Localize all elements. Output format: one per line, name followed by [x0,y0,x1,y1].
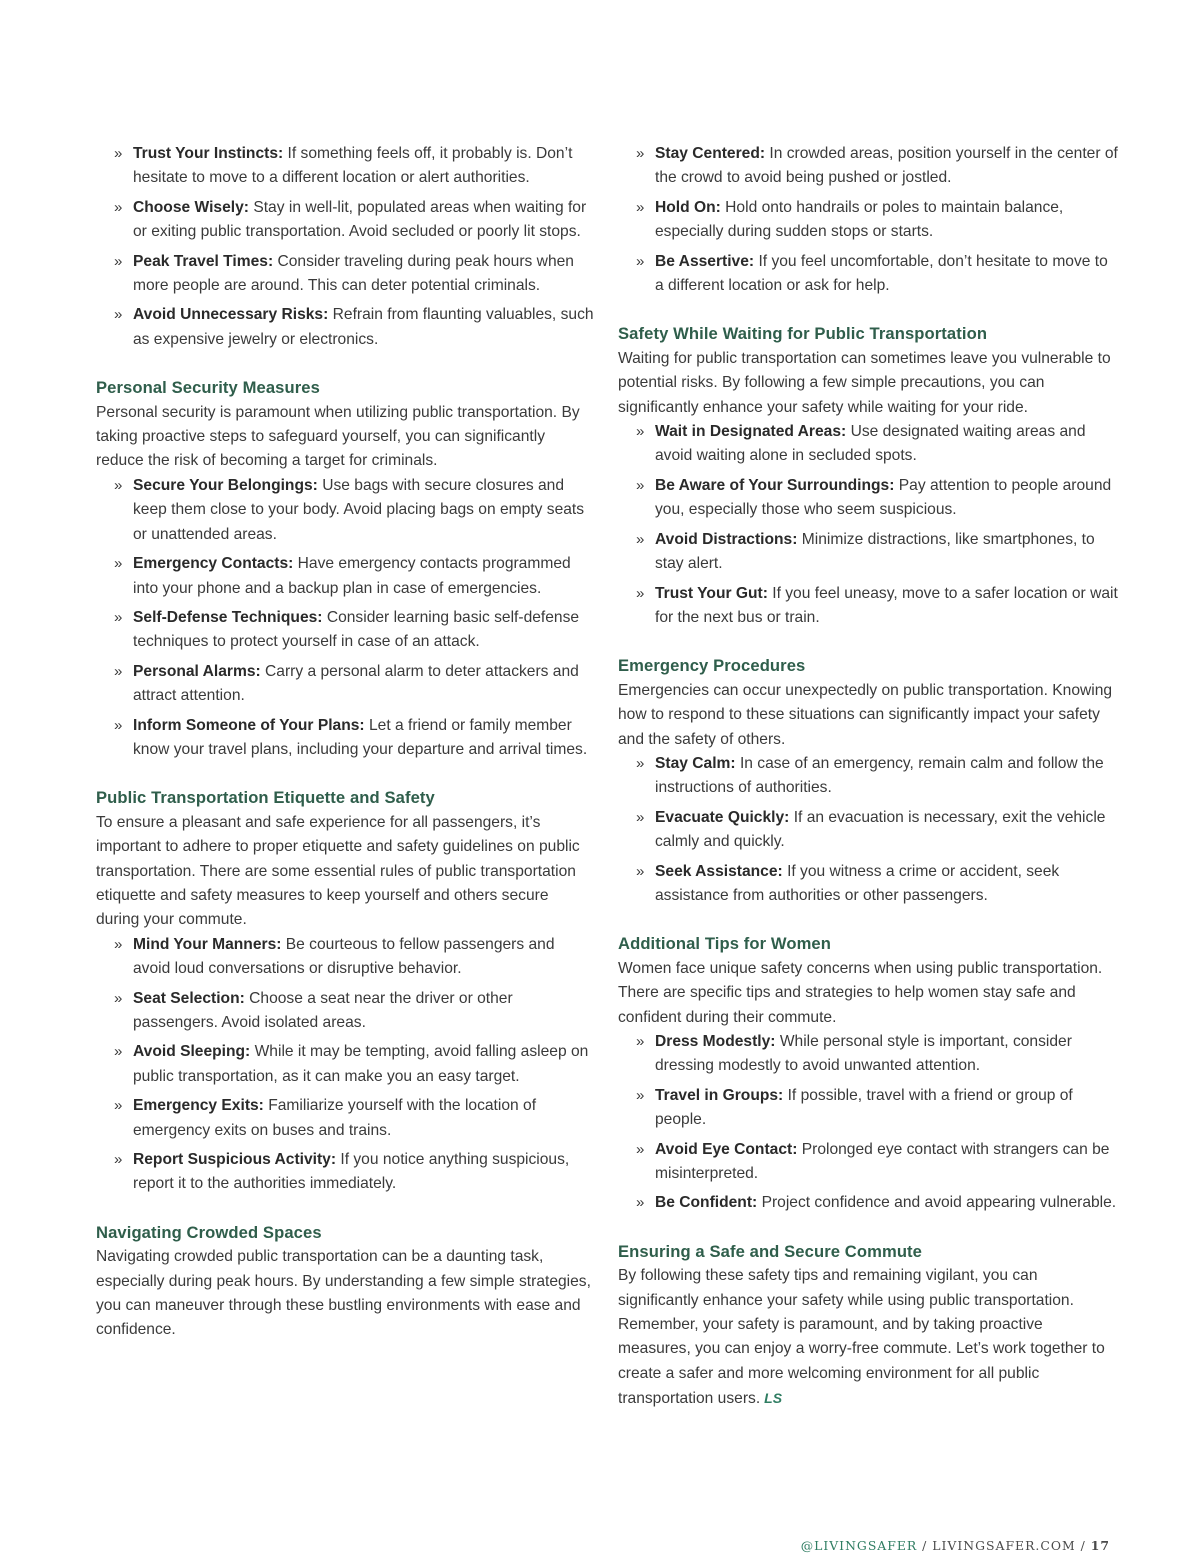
section-heading: Emergency Procedures [618,656,806,676]
bullet-list [96,142,596,352]
item-title: Trust Your Gut: [655,584,768,602]
section-intro [96,811,596,933]
bullet-chevron-icon: » [114,662,123,680]
item-title: Stay Centered: [655,145,766,162]
list-item [618,1191,1118,1215]
item-text: While it may be tempting, avoid falling asleep on public transportation, as it can make you an easy target. [133,1043,589,1085]
bullet-chevron-icon: » [114,1097,123,1115]
footer-handle: @LIVINGSAFER [800,1538,918,1553]
bullet-chevron-icon: » [114,989,123,1007]
item-title: Inform Someone of Your Plans: [133,716,365,734]
bullet-chevron-icon: » [114,935,123,953]
section-intro-text: By following these safety tips and remaining vigilant, you can significantly enhance your safety while using public transportation. Remember, your safety is paramount, and by taking proactive measures, you can enjoy a worry-free commute. Let’s work together to create a safer and more welcoming environment for all public transportation users. [618,1267,1105,1408]
bullet-chevron-icon: » [636,530,645,548]
section-heading: Public Transportation Etiquette and Safety [96,788,435,808]
list-item [618,806,1118,855]
list-item [618,196,1118,245]
bullet-chevron-icon: » [636,1033,645,1050]
left-column [96,142,596,1367]
item-title: Be Assertive: [655,252,755,270]
list-item [96,1148,596,1197]
bullet-chevron-icon: » [114,198,123,216]
list-item [96,250,596,299]
section-ensuring-a-safe-and-secure-commute [618,1240,1118,1412]
footer-site: LIVINGSAFER.COM [932,1538,1076,1553]
bullet-list [618,142,1118,298]
item-text: If you notice anything suspicious, report it to the authorities immediately. [133,1151,570,1193]
item-text: Hold onto handrails or poles to maintain balance, especially during sudden stops or starts. [655,198,1064,241]
section-left_column-continued [96,142,596,352]
bullet-chevron-icon: » [636,862,645,880]
bullet-list [618,752,1118,908]
item-title: Report Suspicious Activity: [133,1151,337,1169]
item-title: Evacuate Quickly: [655,808,790,826]
item-title: Dress Modestly: [655,1033,776,1050]
item-text: Be courteous to fellow passengers and avoid loud conversations or disruptive behavior. [133,935,555,978]
list-item [96,660,596,709]
list-item [96,552,596,601]
list-item [618,528,1118,577]
section-intro [618,1264,1118,1411]
list-item [96,1040,596,1089]
list-item [618,860,1118,909]
item-text: If something feels off, it probably is. Don’t hesitate to move to a different location or alert authorities. [133,145,573,187]
bullet-chevron-icon: » [114,306,123,324]
section-public-transportation-etiquette-and-safety [96,786,596,1197]
list-item [96,474,596,547]
section-personal-security-measures [96,376,596,762]
list-item [96,303,596,352]
bullet-chevron-icon: » [636,423,645,441]
item-text: Familiarize yourself with the location of emergency exits on buses and trains. [133,1097,537,1139]
item-text: If an evacuation is necessary, exit the vehicle calmly and quickly. [655,808,1106,851]
item-text: Pay attention to people around you, especially those who seem suspicious. [655,476,1112,519]
item-title: Avoid Eye Contact: [655,1140,798,1158]
bullet-list [96,474,596,762]
list-item [618,420,1118,469]
item-title: Seat Selection: [133,989,245,1007]
section-navigating-crowded-spaces [96,1221,596,1343]
bullet-chevron-icon: » [636,1140,645,1158]
bullet-chevron-icon: » [114,608,123,626]
bullet-chevron-icon: » [636,754,645,772]
item-text: If you witness a crime or accident, seek assistance from authorities or other passengers. [655,862,1060,904]
item-title: Trust Your Instincts: [133,145,284,162]
bullet-chevron-icon: » [114,1043,123,1061]
item-title: Avoid Distractions: [655,530,798,548]
item-text: Minimize distractions, like smartphones, to stay alert. [655,530,1095,573]
item-text: Prolonged eye contact with strangers can be misinterpreted. [655,1140,1110,1183]
list-item [618,1030,1118,1079]
section-intro [618,679,1118,752]
item-title: Hold On: [655,198,721,216]
list-item [618,1138,1118,1187]
footer-separator: / [917,1538,933,1553]
bullet-chevron-icon: » [636,476,645,494]
bullet-chevron-icon: » [114,476,123,494]
bullet-chevron-icon: » [114,716,123,734]
section-right_column-continued [618,142,1118,298]
item-text: Stay in well-lit, populated areas when waiting for or exiting public transportation. Avoid secluded or poorly lit stops. [133,198,587,241]
section-intro [96,1245,596,1343]
section-intro-text: Personal security is paramount when utilizing public transportation. By taking proactive steps to safeguard yourself, you can significantly reduce the risk of becoming a target for criminals. [96,403,580,470]
bullet-chevron-icon: » [636,1194,645,1212]
item-title: Wait in Designated Areas: [655,423,847,441]
item-title: Be Aware of Your Surroundings: [655,476,895,494]
item-title: Seek Assistance: [655,862,783,880]
item-text: If you feel uncomfortable, don’t hesitate to move to a different location or ask for help. [655,252,1108,295]
section-heading: Personal Security Measures [96,378,320,398]
section-heading: Ensuring a Safe and Secure Commute [618,1241,923,1261]
section-additional-tips-for-women [618,932,1118,1215]
bullet-list [96,933,596,1197]
section-intro-text: Women face unique safety concerns when using public transportation. There are specific tips and strategies to help women stay safe and confident during their commute. [618,959,1103,1026]
item-text: Have emergency contacts programmed into your phone and a backup plan in case of emergencies. [133,555,571,597]
bullet-chevron-icon: » [636,808,645,826]
list-item [96,142,596,191]
end-mark-logo-icon: LS [764,1390,783,1407]
item-title: Personal Alarms: [133,662,261,680]
bullet-chevron-icon: » [114,145,123,162]
section-heading: Navigating Crowded Spaces [96,1222,322,1242]
bullet-chevron-icon: » [636,584,645,602]
bullet-chevron-icon: » [636,1086,645,1104]
list-item [618,582,1118,631]
bullet-chevron-icon: » [636,198,645,216]
item-title: Self-Defense Techniques: [133,608,323,626]
bullet-chevron-icon: » [114,1151,123,1169]
section-safety-while-waiting-for-public-transportation [618,322,1118,630]
bullet-chevron-icon: » [114,252,123,270]
item-text: Project confidence and avoid appearing vulnerable. [761,1194,1117,1212]
page-number: 17 [1090,1538,1110,1553]
page-footer [801,1538,1110,1553]
item-text: Use bags with secure closures and keep them close to your body. Avoid placing bags on empty seats or unattended areas. [133,476,585,543]
item-text: While personal style is important, consider dressing modestly to avoid unwanted attention. [655,1033,1072,1075]
list-item [96,196,596,245]
footer-separator: / [1075,1538,1091,1553]
item-title: Travel in Groups: [655,1086,784,1104]
section-intro-text: Waiting for public transportation can sometimes leave you vulnerable to potential risks. By following a few simple precautions, you can significantly enhance your safety while waiting for your ride. [618,349,1111,416]
item-text: Use designated waiting areas and avoid waiting alone in secluded spots. [655,423,1086,465]
item-text: Choose a seat near the driver or other passengers. Avoid isolated areas. [133,989,513,1031]
section-intro-text: Navigating crowded public transportation can be a daunting task, especially during peak hours. By understanding a few simple strategies, you can maneuver through these bustling environments with ease and confidence. [96,1248,591,1339]
item-title: Be Confident: [655,1194,758,1212]
item-title: Choose Wisely: [133,198,249,216]
bullet-chevron-icon: » [114,555,123,573]
item-text: In case of an emergency, remain calm and follow the instructions of authorities. [655,754,1104,797]
item-text: Consider traveling during peak hours when more people are around. This can deter potential criminals. [133,252,574,295]
list-item [96,987,596,1036]
item-title: Emergency Contacts: [133,555,294,573]
section-heading: Additional Tips for Women [618,934,831,954]
item-text: Refrain from flaunting valuables, such as expensive jewelry or electronics. [133,306,594,348]
list-item [96,933,596,982]
item-title: Emergency Exits: [133,1097,264,1115]
section-intro [618,347,1118,420]
item-title: Stay Calm: [655,754,736,772]
list-item [618,142,1118,191]
bullet-list [618,420,1118,630]
item-title: Peak Travel Times: [133,252,274,270]
item-title: Avoid Unnecessary Risks: [133,306,329,324]
item-text: If you feel uneasy, move to a safer location or wait for the next bus or train. [655,584,1118,626]
list-item [96,1094,596,1143]
item-text: Let a friend or family member know your travel plans, including your departure and arrival times. [133,716,588,758]
list-item [618,752,1118,801]
list-item [96,606,596,655]
section-intro-text: To ensure a pleasant and safe experience for all passengers, it’s important to adhere to proper etiquette and safety guidelines on public transportation. There are some essential rules of public transportation etiquette and safety measures to keep yourself and others secure during your commute. [96,813,580,929]
list-item [618,250,1118,299]
item-text: In crowded areas, position yourself in the center of the crowd to avoid being pushed or jostled. [655,145,1118,187]
item-text: Carry a personal alarm to deter attackers and attract attention. [133,662,579,705]
item-text: Consider learning basic self-defense techniques to protect yourself in case of an attack. [133,608,580,651]
section-intro [96,401,596,474]
bullet-chevron-icon: » [636,252,645,270]
bullet-chevron-icon: » [636,145,645,162]
section-intro-text: Emergencies can occur unexpectedly on public transportation. Knowing how to respond to these situations can significantly impact your safety and the safety of others. [618,681,1113,748]
section-intro [618,957,1118,1030]
list-item [618,1084,1118,1133]
bullet-list [618,1030,1118,1216]
list-item [618,474,1118,523]
section-emergency-procedures [618,654,1118,908]
right-column [618,142,1118,1436]
item-title: Secure Your Belongings: [133,476,318,494]
section-heading: Safety While Waiting for Public Transportation [618,324,988,344]
item-title: Mind Your Manners: [133,935,282,953]
item-text: If possible, travel with a friend or group of people. [655,1086,1073,1129]
item-title: Avoid Sleeping: [133,1043,251,1061]
list-item [96,714,596,763]
